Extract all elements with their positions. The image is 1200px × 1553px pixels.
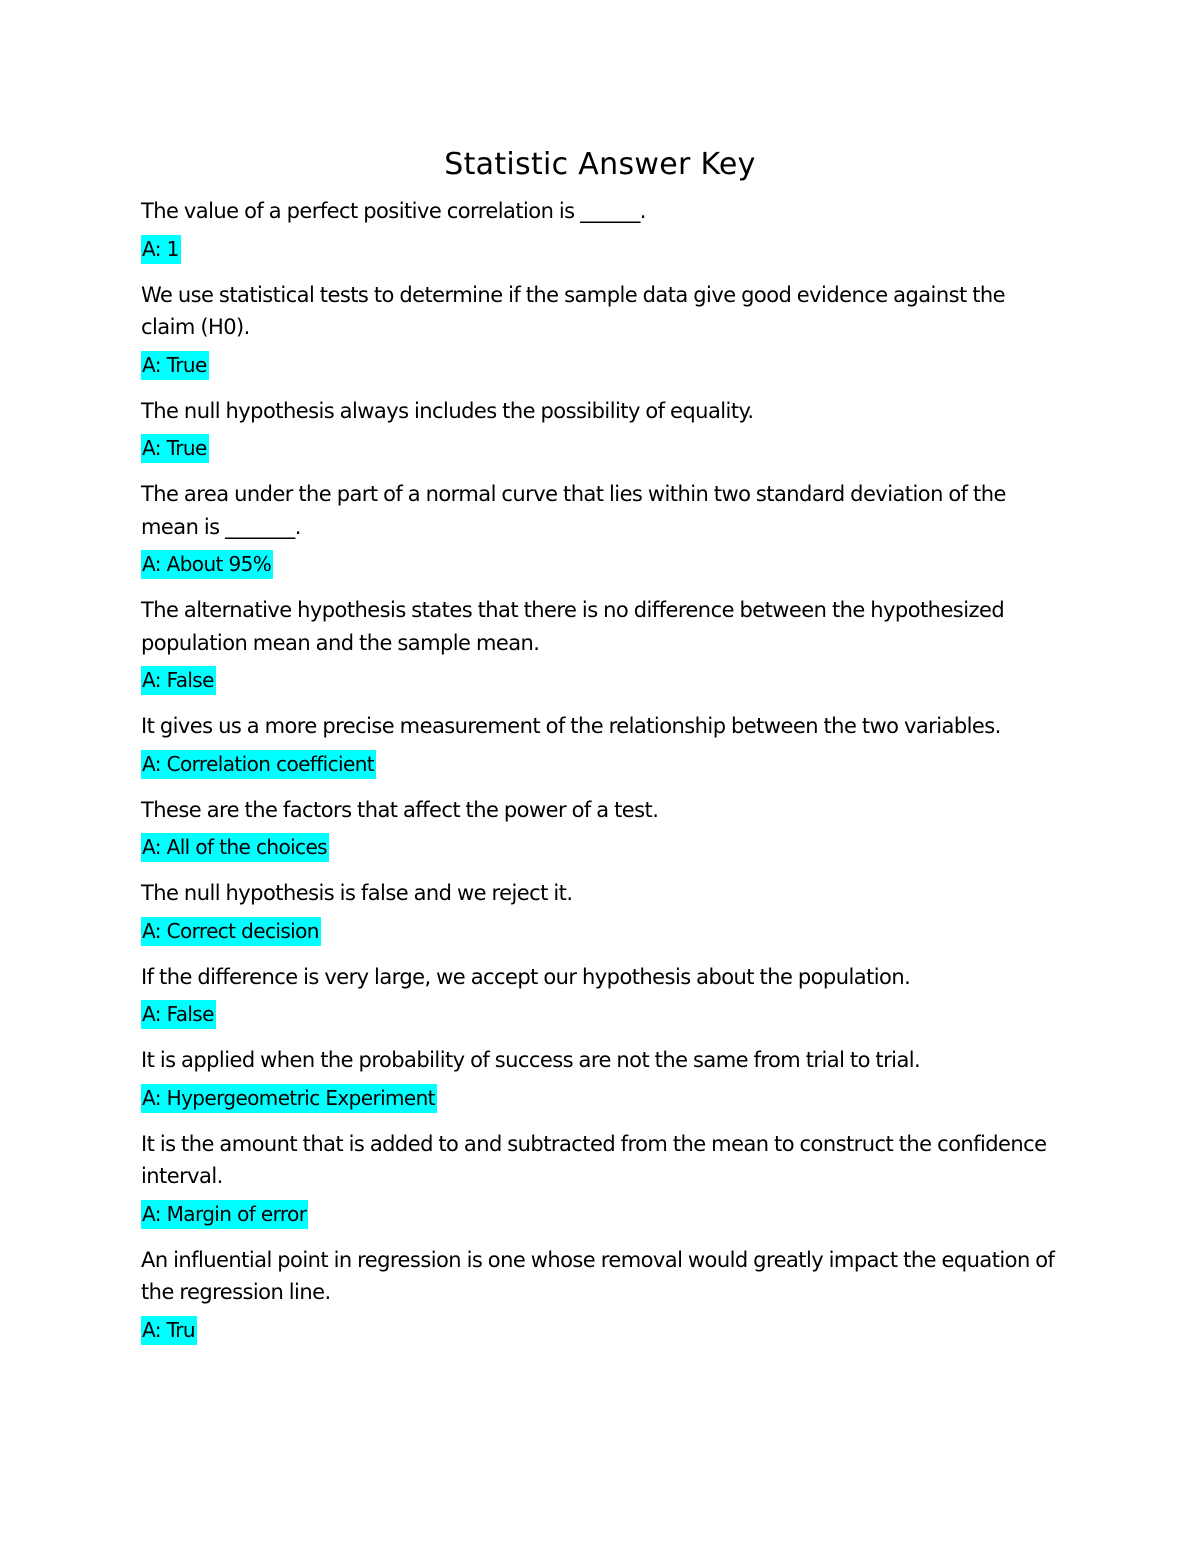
answer-highlight: A: Hypergeometric Experiment: [141, 1084, 437, 1113]
question-text: If the difference is very large, we accept our hypothesis about the population.: [141, 964, 911, 989]
answer-highlight: A: False: [141, 666, 216, 695]
document-title: Statistic Answer Key: [444, 147, 756, 182]
question-text: The alternative hypothesis states that there is no difference between the hypothesized population mean and the sample mean.: [141, 598, 1005, 655]
answer-highlight: A: False: [141, 1000, 216, 1029]
qa-item: [141, 594, 1061, 695]
qa-item: [141, 877, 1061, 946]
qa-item: [141, 1128, 1061, 1229]
question-text: The area under the part of a normal curve that lies within two standard deviation of the mean is _______.: [141, 482, 1006, 539]
question-text: The null hypothesis always includes the possibility of equality.: [141, 398, 754, 423]
question-text: The value of a perfect positive correlation is ______.: [141, 199, 646, 223]
answer-highlight: A: Correlation coefficient: [141, 750, 376, 779]
question-text: It gives us a more precise measurement of the relationship between the two variables.: [141, 714, 1001, 738]
qa-item: [141, 1044, 1061, 1113]
question-text: It is the amount that is added to and subtracted from the mean to construct the confidence interval.: [141, 1131, 1047, 1188]
question-text: These are the factors that affect the power of a test.: [141, 797, 659, 822]
qa-item: [141, 279, 1061, 380]
answer-highlight: A: True: [141, 351, 209, 380]
answer-highlight: A: Tru: [141, 1316, 197, 1345]
answer-highlight: A: 1: [141, 235, 181, 264]
answer-highlight: A: All of the choices: [141, 833, 329, 862]
qa-list: [141, 195, 1061, 1360]
question-text: The null hypothesis is false and we reject it.: [141, 881, 573, 905]
answer-highlight: A: Correct decision: [141, 917, 321, 946]
qa-item: [141, 1244, 1061, 1345]
answer-highlight: A: True: [141, 434, 209, 463]
qa-item: [141, 710, 1061, 779]
qa-item: [141, 961, 1061, 1030]
qa-item: [141, 195, 1061, 264]
question-text: It is applied when the probability of success are not the same from trial to trial.: [141, 1048, 921, 1072]
question-text: We use statistical tests to determine if the sample data give good evidence against the claim (H0).: [141, 282, 1006, 339]
answer-highlight: A: Margin of error: [141, 1200, 308, 1229]
question-text: An influential point in regression is one whose removal would greatly impact the equation of the regression line.: [141, 1247, 1055, 1304]
qa-item: [141, 794, 1061, 863]
qa-item: [141, 478, 1061, 579]
answer-highlight: A: About 95%: [141, 550, 273, 579]
qa-item: [141, 395, 1061, 464]
